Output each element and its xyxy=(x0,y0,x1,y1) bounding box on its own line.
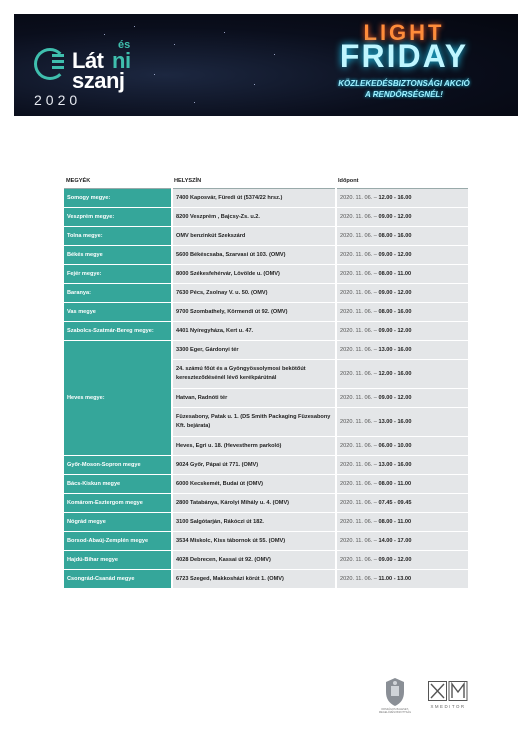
time-range: 09.00 - 12.00 xyxy=(378,289,412,296)
star-dot xyxy=(104,34,105,35)
time-range: 13.00 - 16.00 xyxy=(378,418,412,425)
location-cell: 24. számú főút és a Gyöngyössolymosi bekötőút kereszteződésénél lévő kerékpárútnál xyxy=(172,360,336,389)
time-cell xyxy=(336,389,468,408)
date-text: 2020. 11. 06. – xyxy=(340,213,379,220)
event-subtitle-line-2: A RENDŐRSÉGNÉL! xyxy=(365,90,443,99)
date-text: 2020. 11. 06. – xyxy=(340,537,379,544)
time-range: 12.00 - 16.00 xyxy=(378,370,412,377)
date-text: 2020. 11. 06. – xyxy=(340,289,379,296)
time-range: 09.00 - 12.00 xyxy=(378,213,412,220)
checkpoint-schedule-table xyxy=(64,176,468,589)
time-cell xyxy=(336,551,468,570)
county-cell: Bács-Kiskun megye xyxy=(64,475,172,494)
location-cell: 6723 Szeged, Makkosházi körút 1. (OMV) xyxy=(172,570,336,589)
time-range: 14.00 - 17.00 xyxy=(378,537,412,544)
date-text: 2020. 11. 06. – xyxy=(340,418,379,425)
date-text: 2020. 11. 06. – xyxy=(340,556,379,563)
logo-bar-icon xyxy=(52,54,64,57)
table-row xyxy=(64,284,468,303)
table-row xyxy=(64,532,468,551)
time-cell xyxy=(336,456,468,475)
time-range: 13.00 - 16.00 xyxy=(378,461,412,468)
county-cell: Nógrád megye xyxy=(64,513,172,532)
star-dot xyxy=(224,32,225,33)
date-text: 2020. 11. 06. – xyxy=(340,270,379,277)
county-cell: Békés megye xyxy=(64,246,172,265)
time-range: 08.00 - 11.00 xyxy=(378,480,412,487)
event-title-light: LIGHT xyxy=(363,20,445,45)
logo-ring-icon xyxy=(34,48,66,80)
location-cell: 3300 Eger, Gárdonyi tér xyxy=(172,341,336,360)
table-row xyxy=(64,513,468,532)
date-text: 2020. 11. 06. – xyxy=(340,480,379,487)
header-county: MEGYÉK xyxy=(64,176,172,189)
logo-bar-icon xyxy=(52,60,64,63)
time-cell xyxy=(336,303,468,322)
table-row xyxy=(64,246,468,265)
location-cell: 4028 Debrecen, Kassai út 92. (OMV) xyxy=(172,551,336,570)
logo-word-lat: Lát xyxy=(72,48,104,73)
table-row xyxy=(64,551,468,570)
location-cell: 3534 Miskolc, Kiss tábornok út 55. (OMV) xyxy=(172,532,336,551)
table-header-row xyxy=(64,176,468,189)
event-title-friday: FRIDAY xyxy=(339,38,469,74)
location-cell: Hatvan, Radnóti tér xyxy=(172,389,336,408)
xm-logo-icon xyxy=(428,681,468,701)
location-cell: 6000 Kecskemét, Budai út (OMV) xyxy=(172,475,336,494)
logo-bar-icon xyxy=(52,66,64,69)
county-cell: Csongrád-Csanád megye xyxy=(64,570,172,589)
table-row xyxy=(64,341,468,360)
header-location: HELYSZÍN xyxy=(172,176,336,189)
table-row xyxy=(64,322,468,341)
date-text: 2020. 11. 06. – xyxy=(340,327,379,334)
location-cell: 9024 Győr, Pápai út 771. (OMV) xyxy=(172,456,336,475)
county-cell: Veszprém megye: xyxy=(64,208,172,227)
star-dot xyxy=(134,26,135,27)
time-cell xyxy=(336,227,468,246)
time-cell xyxy=(336,475,468,494)
time-cell xyxy=(336,570,468,589)
xm-caption: XMEDITOR xyxy=(430,704,466,709)
county-cell: Vas megye xyxy=(64,303,172,322)
location-cell: 4401 Nyíregyháza, Kert u. 47. xyxy=(172,322,336,341)
time-cell xyxy=(336,189,468,208)
logo-word-ni: ni xyxy=(112,48,131,73)
table-row xyxy=(64,208,468,227)
county-cell: Borsod-Abaúj-Zemplén megye xyxy=(64,532,172,551)
location-cell: 7400 Kaposvár, Füredi út (5374/22 hrsz.) xyxy=(172,189,336,208)
star-dot xyxy=(174,44,175,45)
police-crest-icon xyxy=(382,676,408,708)
time-cell xyxy=(336,360,468,389)
logo-small-word: és xyxy=(118,39,131,51)
event-subtitle-line-1: KÖZLEKEDÉSBIZTONSÁGI AKCIÓ xyxy=(338,79,470,88)
location-cell: OMV benzinkút Szekszárd xyxy=(172,227,336,246)
time-range: 09.00 - 12.00 xyxy=(378,327,412,334)
location-cell: Heves, Egri u. 18. (Hevestherm parkoló) xyxy=(172,437,336,456)
location-cell: 8000 Székesfehérvár, Lövölde u. (OMV) xyxy=(172,265,336,284)
time-range: 11.00 - 13.00 xyxy=(378,575,412,582)
date-text: 2020. 11. 06. – xyxy=(340,499,379,506)
location-cell: 8200 Veszprém , Bajcsy-Zs. u.2. xyxy=(172,208,336,227)
time-range: 08.00 - 16.00 xyxy=(378,232,412,239)
date-text: 2020. 11. 06. – xyxy=(340,232,379,239)
date-text: 2020. 11. 06. – xyxy=(340,308,379,315)
county-cell: Heves megye: xyxy=(64,341,172,456)
time-range: 09.00 - 12.00 xyxy=(378,556,412,563)
date-text: 2020. 11. 06. – xyxy=(340,251,379,258)
table-row xyxy=(64,303,468,322)
time-range: 12.00 - 16.00 xyxy=(378,194,412,201)
event-subtitle xyxy=(294,78,514,100)
county-cell: Baranya: xyxy=(64,284,172,303)
time-cell xyxy=(336,408,468,437)
date-text: 2020. 11. 06. – xyxy=(340,518,379,525)
time-cell xyxy=(336,284,468,303)
date-text: 2020. 11. 06. – xyxy=(340,461,379,468)
campaign-banner xyxy=(14,14,518,116)
star-dot xyxy=(154,74,155,75)
crest-caption: ORSZÁGOS BALESET-MEGELŐZÉSI BIZOTTSÁG xyxy=(378,708,412,714)
date-text: 2020. 11. 06. – xyxy=(340,442,379,449)
county-cell: Tolna megye: xyxy=(64,227,172,246)
county-cell: Somogy megye: xyxy=(64,189,172,208)
time-cell xyxy=(336,265,468,284)
time-cell xyxy=(336,246,468,265)
date-text: 2020. 11. 06. – xyxy=(340,394,379,401)
time-range: 09.00 - 12.00 xyxy=(378,394,412,401)
table-row xyxy=(64,494,468,513)
time-cell xyxy=(336,341,468,360)
date-text: 2020. 11. 06. – xyxy=(340,575,379,582)
table-row xyxy=(64,475,468,494)
logo-word-szani: szanj xyxy=(72,68,125,93)
location-cell: 2800 Tatabánya, Károlyi Mihály u. 4. (OMV) xyxy=(172,494,336,513)
star-dot xyxy=(274,54,275,55)
time-cell xyxy=(336,208,468,227)
county-cell: Komárom-Esztergom megye xyxy=(64,494,172,513)
date-text: 2020. 11. 06. – xyxy=(340,346,379,353)
time-range: 08.00 - 11.00 xyxy=(378,270,412,277)
time-range: 08.00 - 11.00 xyxy=(378,518,412,525)
date-text: 2020. 11. 06. – xyxy=(340,370,379,377)
table-row xyxy=(64,265,468,284)
county-cell: Szabolcs-Szatmár-Bereg megye: xyxy=(64,322,172,341)
time-cell xyxy=(336,494,468,513)
time-cell xyxy=(336,322,468,341)
location-cell: 7630 Pécs, Zsolnay V. u. 50. (OMV) xyxy=(172,284,336,303)
logo-year: 2020 xyxy=(34,92,82,108)
time-cell xyxy=(336,513,468,532)
time-range: 07.45 - 09.45 xyxy=(378,499,412,506)
county-cell: Győr-Moson-Sopron megye xyxy=(64,456,172,475)
location-cell: 9700 Szombathely, Körmendi út 92. (OMV) xyxy=(172,303,336,322)
header-time: Időpont xyxy=(336,176,468,189)
table-row xyxy=(64,227,468,246)
table-row xyxy=(64,456,468,475)
time-range: 13.00 - 16.00 xyxy=(378,346,412,353)
star-dot xyxy=(194,102,195,103)
star-dot xyxy=(254,84,255,85)
table-row xyxy=(64,189,468,208)
county-cell: Fejér megye: xyxy=(64,265,172,284)
table-row xyxy=(64,570,468,589)
location-cell: Füzesabony, Patak u. 1. (DS Smith Packaging Füzesabony Kft. bejárata) xyxy=(172,408,336,437)
time-range: 06.00 - 10.00 xyxy=(378,442,412,449)
time-cell xyxy=(336,437,468,456)
location-cell: 3100 Salgótarján, Rákóczi út 182. xyxy=(172,513,336,532)
time-range: 08.00 - 16.00 xyxy=(378,308,412,315)
county-cell: Hajdú-Bihar megye xyxy=(64,551,172,570)
time-range: 09.00 - 12.00 xyxy=(378,251,412,258)
location-cell: 5600 Békéscsaba, Szarvasi út 103. (OMV) xyxy=(172,246,336,265)
time-cell xyxy=(336,532,468,551)
date-text: 2020. 11. 06. – xyxy=(340,194,379,201)
